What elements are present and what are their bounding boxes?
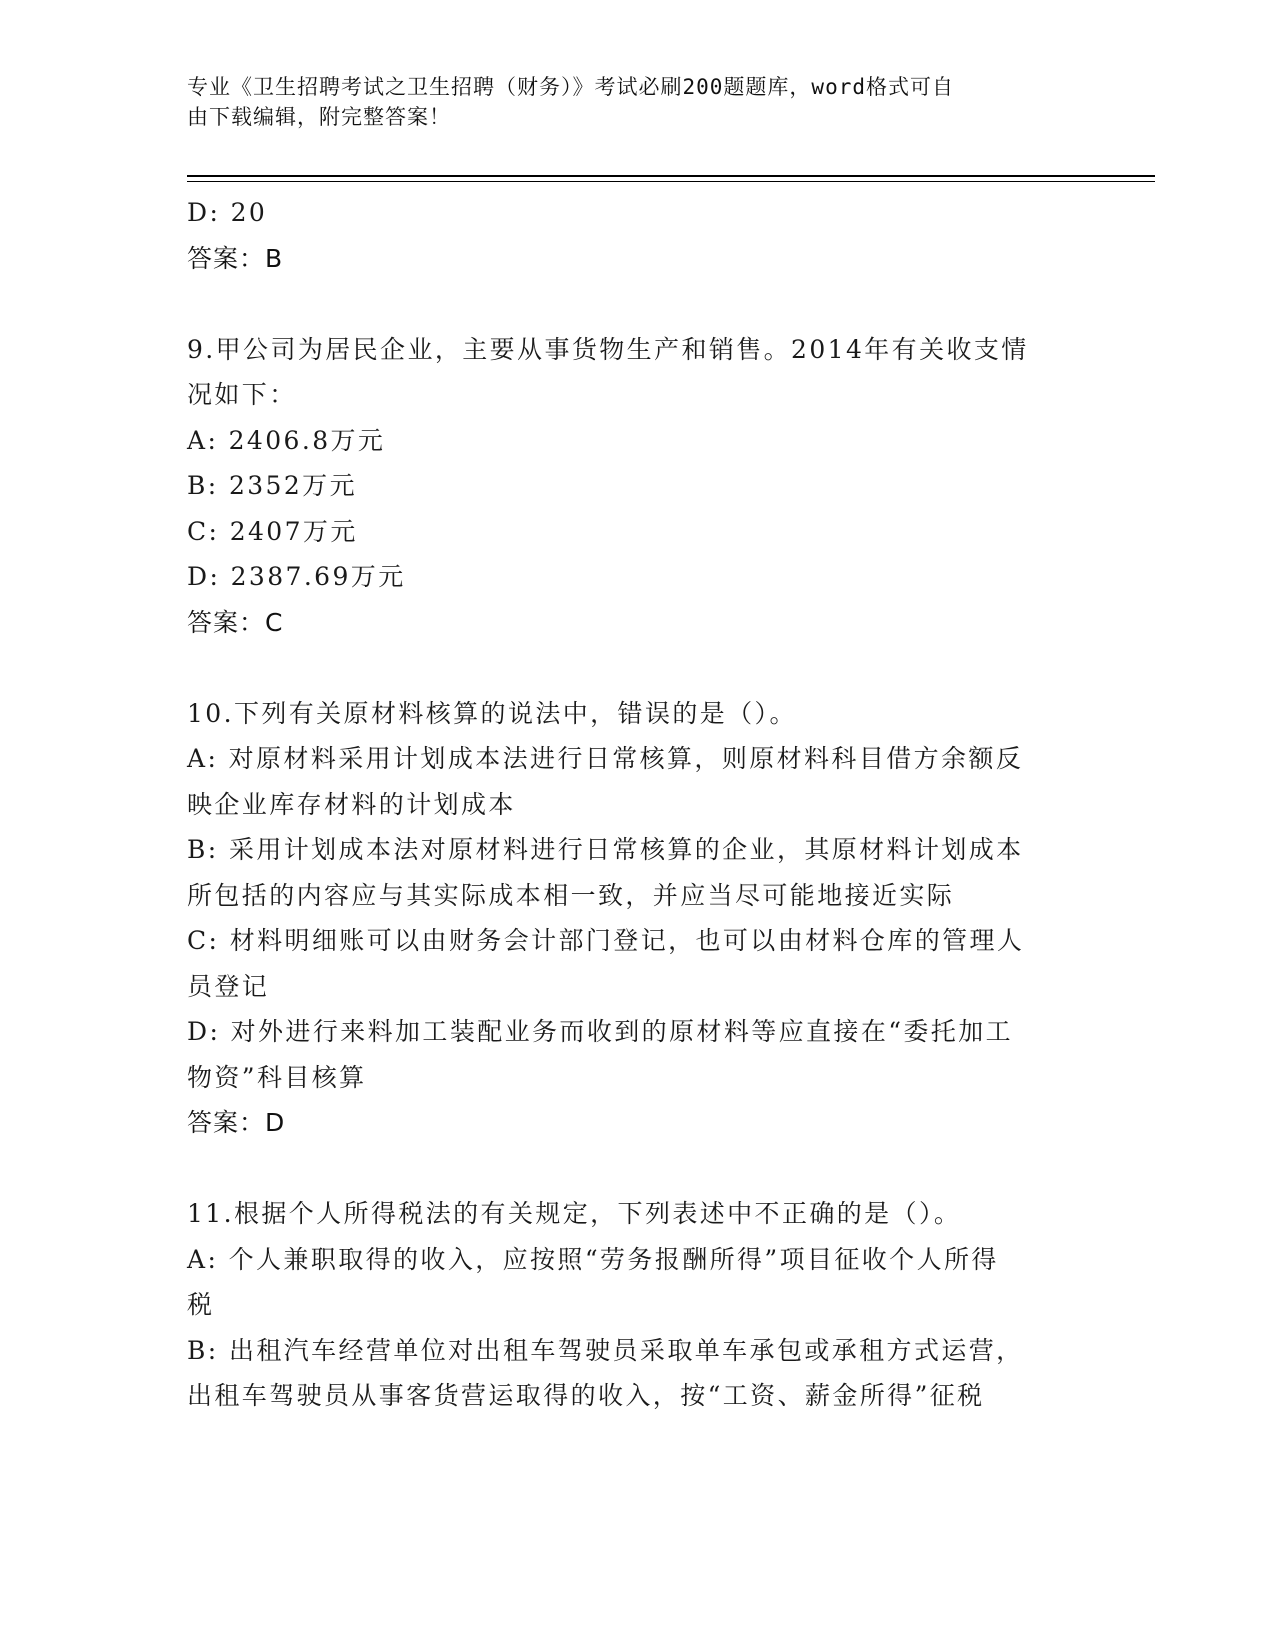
header-line-2: 由下载编辑，附完整答案！: [187, 105, 451, 129]
option-c: C: 材料明细账可以由财务会计部门登记，也可以由材料仓库的管理人: [187, 926, 1025, 955]
question-content: [187, 190, 1087, 1419]
option-b-continued: 所包括的内容应与其实际成本相一致，并应当尽可能地接近实际: [187, 880, 955, 910]
question-stem: 9.甲公司为居民企业，主要从事货物生产和销售。2014年有关收支情: [187, 334, 1029, 364]
question-stem: 10.下列有关原材料核算的说法中，错误的是（）。: [187, 698, 797, 728]
option-c-continued: 员登记: [187, 971, 270, 1001]
header-divider-thin: [187, 181, 1155, 182]
spacer: [187, 645, 1087, 691]
option-b: B: 采用计划成本法对原材料进行日常核算的企业，其原材料计划成本: [187, 835, 1024, 864]
answer-line: 答案：D: [187, 1108, 286, 1137]
spacer: [187, 281, 1087, 327]
answer-line: 答案：C: [187, 607, 284, 637]
question-8: [187, 190, 1087, 281]
question-9: [187, 327, 1087, 646]
option-d: D: 对外进行来料加工装配业务而收到的原材料等应直接在“委托加工: [187, 1017, 1013, 1046]
question-stem: 11.根据个人所得税法的有关规定，下列表述中不正确的是（）。: [187, 1199, 962, 1228]
question-10: [187, 691, 1087, 1146]
option-b: B: 2352万元: [187, 471, 357, 500]
option-b-continued: 出租车驾驶员从事客货营运取得的收入，按“工资、薪金所得”征税: [187, 1381, 985, 1410]
header-divider-thick: [187, 175, 1155, 177]
answer-line: 答案：B: [187, 243, 284, 273]
option-a-continued: 映企业库存材料的计划成本: [187, 789, 516, 819]
spacer: [187, 1146, 1087, 1192]
option-c: C: 2407万元: [187, 516, 358, 546]
question-11: [187, 1191, 1087, 1419]
option-a: A: 对原材料采用计划成本法进行日常核算，则原材料科目借方余额反: [187, 744, 1024, 773]
option-a-continued: 税: [187, 1290, 215, 1319]
header-line-1: 专业《卫生招聘考试之卫生招聘（财务）》考试必刷200题题库，word格式可自: [187, 75, 954, 99]
option-b: B: 出租汽车经营单位对出租车驾驶员采取单车承包或承租方式运营，: [187, 1335, 1024, 1365]
option-d-continued: 物资”科目核算: [187, 1062, 367, 1092]
option-a: A: 个人兼职取得的收入，应按照“劳务报酬所得”项目征收个人所得: [187, 1244, 999, 1274]
page-header: [187, 72, 1067, 132]
question-stem-continued: 况如下：: [187, 380, 297, 409]
option-d: D: 20: [187, 198, 268, 227]
option-d: D: 2387.69万元: [187, 562, 406, 591]
option-a: A: 2406.8万元: [187, 425, 386, 455]
